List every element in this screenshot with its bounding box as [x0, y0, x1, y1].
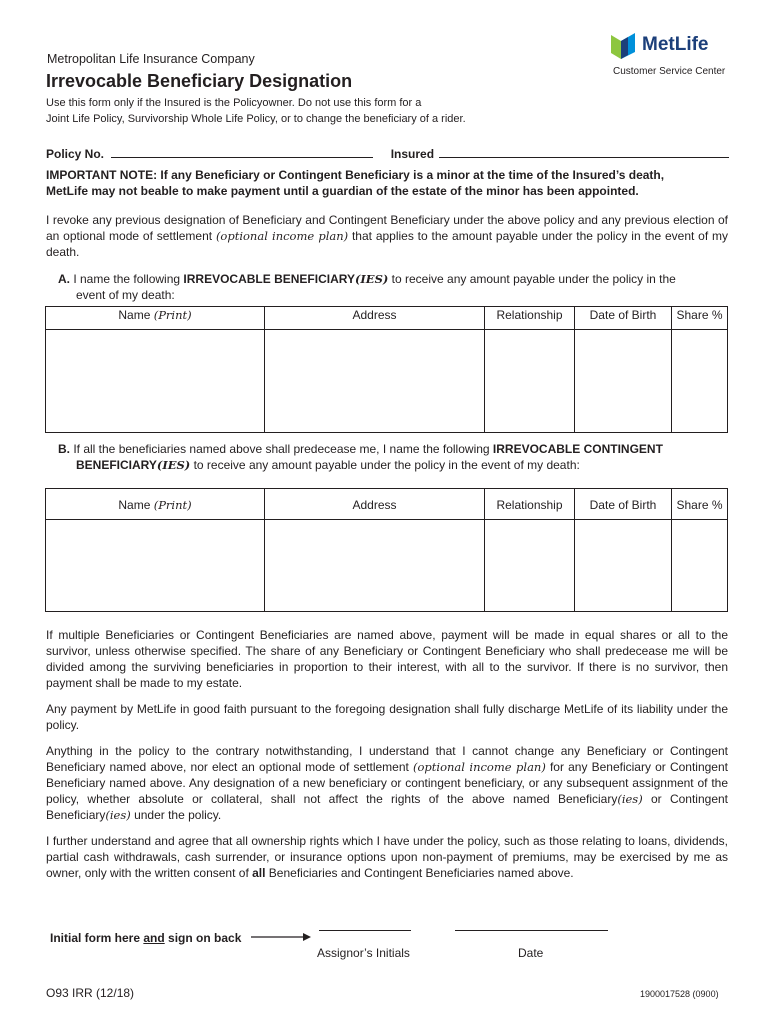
section-b-text: [58, 441, 726, 473]
share-header: Share %: [672, 307, 728, 330]
address-header: Address: [265, 307, 485, 330]
contingent-beneficiary-table: [45, 488, 728, 612]
dob-cell[interactable]: [575, 330, 672, 433]
section-a-bold: IRREVOCABLE BENEFICIARY: [183, 272, 355, 286]
dob-header: Date of Birth: [575, 307, 672, 330]
policy-no-field[interactable]: [111, 145, 373, 158]
important-note: [46, 167, 736, 199]
further-paragraph: [46, 833, 728, 881]
table-header-row: [46, 489, 728, 520]
address-header: Address: [265, 489, 485, 520]
arrow-icon: [251, 932, 311, 942]
company-name: Metropolitan Life Insurance Company: [47, 52, 255, 66]
relationship-cell[interactable]: [485, 330, 575, 433]
insured-label: Insured: [390, 147, 435, 161]
name-header-ital: (Print): [153, 498, 192, 512]
address-cell[interactable]: [265, 520, 485, 612]
assignor-initials-label: Assignor’s Initials: [317, 946, 410, 960]
section-b-bold-ital: (IES): [156, 458, 191, 472]
intro-line-2: Joint Life Policy, Survivorship Whole Life Policy, or to change the beneficiary of a rider.: [46, 113, 466, 125]
section-a-bold-ital: (IES): [354, 272, 389, 286]
assignor-initials-field[interactable]: [319, 930, 411, 931]
service-center-label: Customer Service Center: [613, 66, 726, 77]
name-cell[interactable]: [46, 520, 265, 612]
relationship-header: Relationship: [485, 489, 575, 520]
initial-text-1: Initial form here: [50, 931, 144, 945]
note-line-2: MetLife may not beable to make payment until a guardian of the estate of the minor has been appointed.: [46, 184, 639, 198]
good-faith-paragraph: Any payment by MetLife in good faith pursuant to the foregoing designation shall fully discharge MetLife of its liability under the policy.: [46, 702, 728, 732]
section-a-line-2: event of my death:: [76, 288, 175, 302]
date-label: Date: [518, 946, 544, 960]
table-header-row: [46, 307, 728, 330]
section-a-letter: A.: [58, 272, 70, 286]
beneficiary-table: [45, 306, 728, 433]
anything-text-d: under the policy.: [130, 808, 222, 822]
intro-text: [46, 95, 466, 127]
metlife-logo-icon: [611, 33, 637, 59]
revoke-italic: (optional income plan): [215, 229, 349, 243]
section-b-letter: B.: [58, 442, 70, 456]
form-number: 1900017528 (0900): [640, 989, 719, 999]
section-a-text-1: I name the following: [70, 272, 184, 286]
name-header-label: Name: [118, 308, 154, 322]
anything-text-a: Anything in the policy to the contrary notwithstanding, I understand that I cannot change any Beneficiary or Contingent Beneficiary named above, nor elect an optional mode of settlement: [46, 744, 728, 774]
anything-text-c: or Contingent Beneficiary: [46, 792, 728, 822]
initial-text-2: sign on back: [164, 931, 242, 945]
policy-row: [46, 145, 729, 161]
revoke-text-2: that applies to the amount payable under the policy in the event of my death.: [46, 229, 729, 259]
section-b-text-2: to receive any amount payable under the policy in the event of my death:: [190, 458, 580, 472]
section-a-text: [58, 271, 726, 303]
anything-italic-3: (ies): [105, 808, 131, 822]
section-b-bold-2: BENEFICIARY: [76, 458, 157, 472]
further-text-b: Beneficiaries and Contingent Beneficiaries named above.: [265, 866, 574, 880]
dob-header: Date of Birth: [575, 489, 672, 520]
metlife-logo: [611, 33, 723, 59]
date-field[interactable]: [455, 930, 608, 931]
name-header-ital: (Print): [153, 308, 192, 322]
name-header: [46, 307, 265, 330]
policy-no-label: Policy No.: [46, 147, 105, 161]
revoke-text-1: I revoke any previous designation of Beneficiary and Contingent Beneficiary under the above policy and any previous election of an optional mode of settlement: [46, 213, 728, 243]
further-bold: all: [252, 866, 266, 880]
initial-and: and: [143, 931, 165, 945]
anything-italic: (optional income plan): [413, 760, 546, 774]
intro-line-1: Use this form only if the Insured is the Policyowner. Do not use this form for a: [46, 97, 422, 109]
note-line-1: IMPORTANT NOTE: If any Beneficiary or Contingent Beneficiary is a minor at the time of the Insured’s death,: [46, 168, 665, 182]
table-row: [46, 520, 728, 612]
name-header: [46, 489, 265, 520]
share-cell[interactable]: [672, 330, 728, 433]
multiple-beneficiaries-paragraph: If multiple Beneficiaries or Contingent Beneficiaries are named above, payment will be made in equal shares or all to the survivor, unless otherwise specified. The share of any Beneficiary or Contingent Beneficiary who shall predecease me will be divided among the surviving beneficiaries in proportion to their interest, with all to the survivor. If there is no survivor, then payment shall be made to my estate.: [46, 628, 728, 690]
form-code: O93 IRR (12/18): [46, 986, 135, 1000]
relationship-cell[interactable]: [485, 520, 575, 612]
insured-field[interactable]: [439, 145, 729, 158]
anything-text-b: for any Beneficiary or Contingent Beneficiary named above. Any designation of a new beneficiary or contingent beneficiary, or any subsequent assignment of the policy, whether absolute or collateral, shall not affect the rights of the above named Beneficiary: [46, 760, 728, 806]
anything-italic-2: (ies): [617, 792, 643, 806]
name-header-label: Name: [118, 498, 154, 512]
section-a-text-2: to receive any amount payable under the policy in the: [388, 272, 676, 286]
initial-instruction: [50, 931, 241, 945]
logo-wordmark: MetLife: [642, 34, 709, 55]
section-b-bold: IRREVOCABLE CONTINGENT: [492, 442, 663, 456]
section-b-text-1: If all the beneficiaries named above shall predecease me, I name the following: [70, 442, 493, 456]
form-title: Irrevocable Beneficiary Designation: [46, 71, 353, 91]
table-row: [46, 330, 728, 433]
share-header: Share %: [672, 489, 728, 520]
address-cell[interactable]: [265, 330, 485, 433]
revoke-paragraph: [46, 212, 728, 260]
share-cell[interactable]: [672, 520, 728, 612]
name-cell[interactable]: [46, 330, 265, 433]
further-text-a: I further understand and agree that all ownership rights which I have under the policy, such as those relating to loans, dividends, partial cash withdrawals, cash surrender, or insurance options upon non-payment of premiums, may be exercised by me as owner, only with the written consent of: [46, 834, 728, 880]
relationship-header: Relationship: [485, 307, 575, 330]
anything-paragraph: [46, 743, 728, 823]
dob-cell[interactable]: [575, 520, 672, 612]
